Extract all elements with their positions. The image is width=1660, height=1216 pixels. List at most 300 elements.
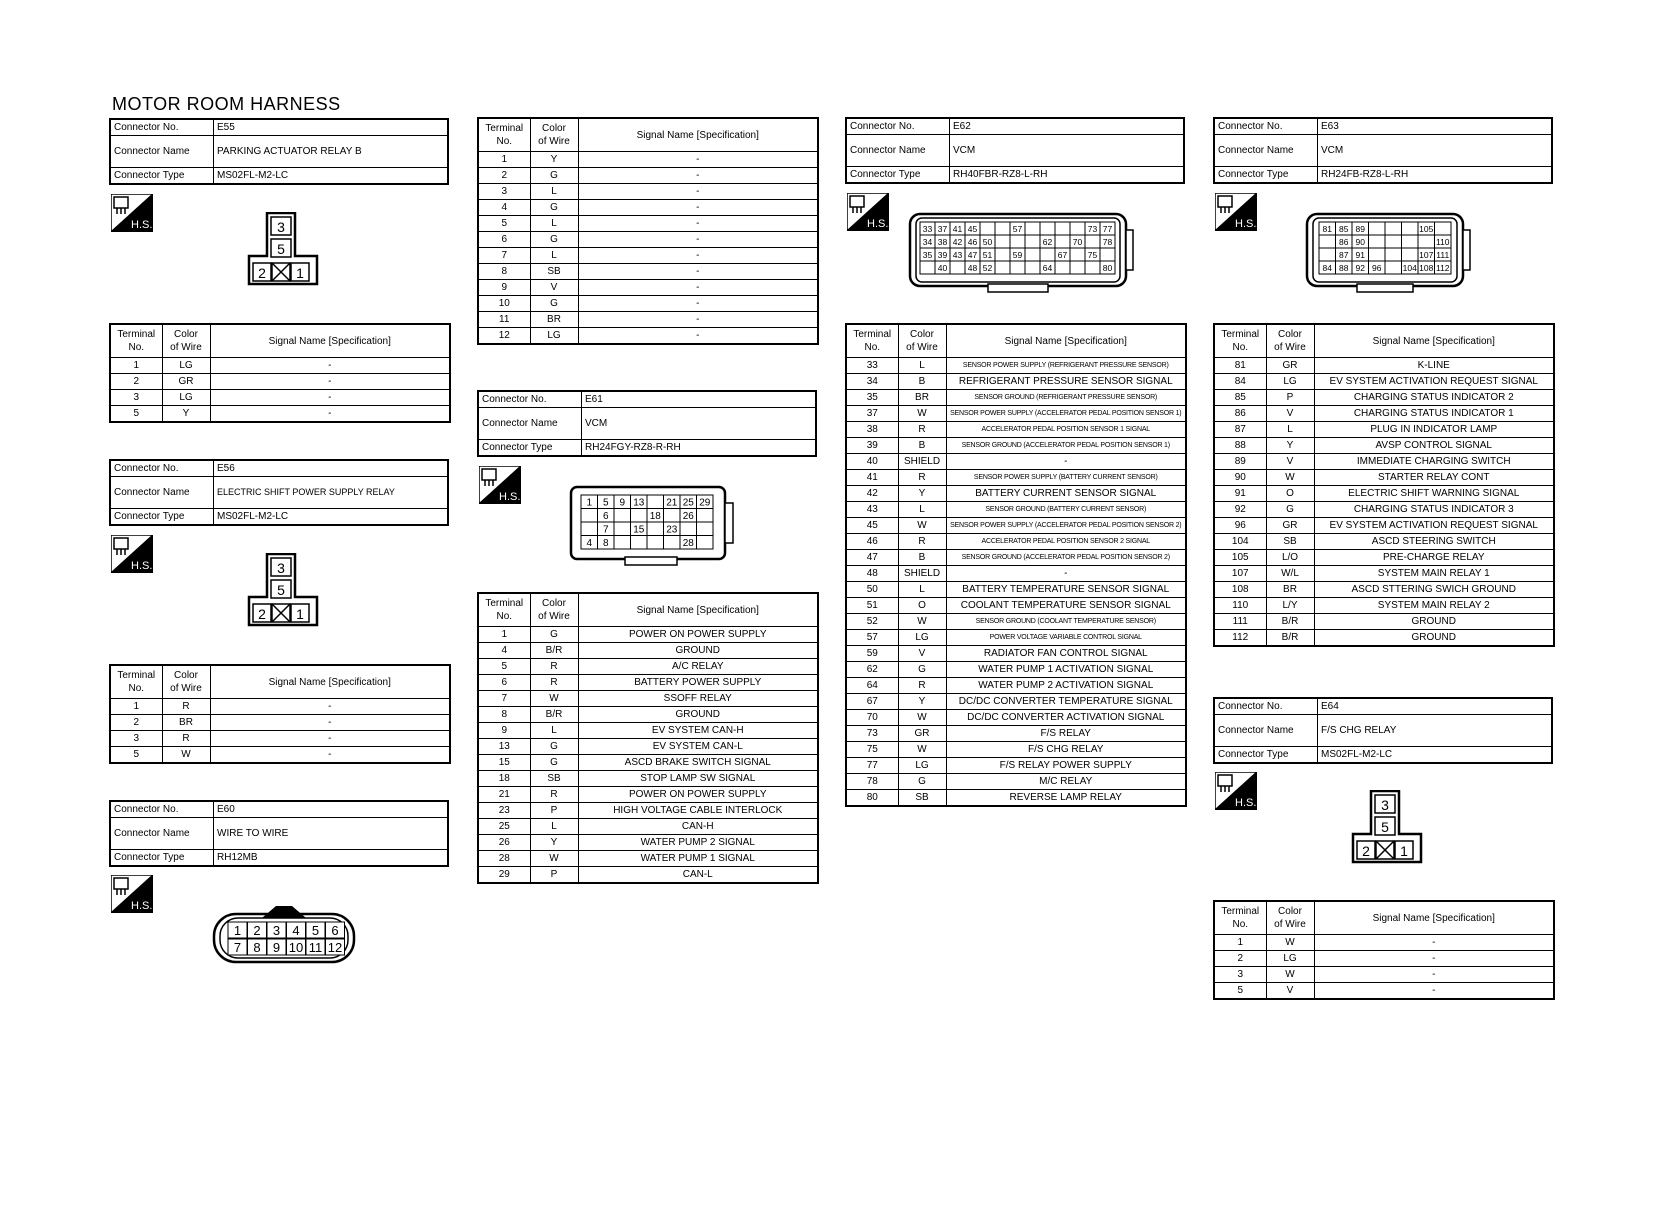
- wire-color: LG: [1266, 951, 1314, 967]
- signal-name: COOLANT TEMPERATURE SENSOR SIGNAL: [946, 598, 1186, 614]
- terminal-no: 28: [478, 851, 530, 867]
- header-color-line2: of Wire: [538, 611, 570, 622]
- signal-name: ACCELERATOR PEDAL POSITION SENSOR 1 SIGNAL: [946, 422, 1186, 438]
- table-row: [478, 248, 818, 264]
- pin-label: 25: [682, 497, 694, 509]
- pin-cell: [1085, 261, 1100, 274]
- connector-type-value: RH40FBR-RZ8-L-RH: [950, 166, 1185, 183]
- pin-cell: [995, 222, 1010, 235]
- label-connector-type: Connector Type: [846, 166, 950, 183]
- connector-type-value: MS02FL-M2-LC: [214, 508, 449, 525]
- signal-name: GROUND: [578, 643, 818, 659]
- signal-name: -: [578, 216, 818, 232]
- signal-name: -: [1314, 951, 1554, 967]
- terminal-no: 105: [1214, 550, 1266, 566]
- wire-color: P: [530, 803, 578, 819]
- wire-color: BR: [530, 312, 578, 328]
- signal-name: BATTERY CURRENT SENSOR SIGNAL: [946, 486, 1186, 502]
- connector-no-value: E56: [214, 460, 449, 476]
- table-row: [478, 851, 818, 867]
- connector-info-e61: [477, 390, 817, 457]
- terminal-no: 15: [478, 755, 530, 771]
- header-signal-name: Signal Name [Specification]: [578, 593, 818, 627]
- terminal-no: 46: [846, 534, 898, 550]
- table-row: [478, 264, 818, 280]
- terminal-no: 41: [846, 470, 898, 486]
- label-connector-name: Connector Name: [110, 476, 214, 508]
- signal-name: EV SYSTEM ACTIVATION REQUEST SIGNAL: [1314, 374, 1554, 390]
- connector-name-value: WIRE TO WIRE: [214, 817, 449, 849]
- label-connector-type: Connector Type: [110, 849, 214, 866]
- label-connector-type: Connector Type: [110, 167, 214, 184]
- header-signal-name: Signal Name [Specification]: [578, 118, 818, 152]
- connector-type-value: RH24FGY-RZ8-R-RH: [582, 439, 817, 456]
- wire-color: G: [530, 200, 578, 216]
- signal-name: PLUG IN INDICATOR LAMP: [1314, 422, 1554, 438]
- header-color-line2: of Wire: [538, 136, 570, 147]
- pin-label: 51: [982, 250, 993, 260]
- connector-name-value: F/S CHG RELAY: [1318, 714, 1553, 746]
- wire-color: R: [898, 470, 946, 486]
- signal-name: -: [578, 152, 818, 168]
- wire-color: R: [530, 659, 578, 675]
- table-row: [846, 406, 1186, 422]
- wire-color: SB: [898, 790, 946, 807]
- pin-label: 107: [1419, 250, 1434, 260]
- connector-info-e63: [1213, 117, 1553, 184]
- terminal-no: 5: [110, 406, 162, 423]
- pin-cell: [1402, 235, 1419, 248]
- connector-name-value: VCM: [582, 407, 817, 439]
- wire-color: Y: [898, 486, 946, 502]
- label-connector-no: Connector No.: [110, 119, 214, 135]
- page-title: MOTOR ROOM HARNESS: [112, 94, 341, 114]
- label-connector-no: Connector No.: [846, 118, 950, 134]
- header-terminal-line2: No.: [1232, 342, 1249, 353]
- terminal-no: 3: [110, 731, 162, 747]
- connector-no-value: E64: [1318, 698, 1553, 714]
- signal-name: EV SYSTEM CAN-L: [578, 739, 818, 755]
- pin-label: 15: [633, 524, 645, 536]
- signal-name: POWER ON POWER SUPPLY: [578, 627, 818, 643]
- terminal-table-e56: [109, 664, 451, 764]
- wire-color: W: [1266, 967, 1314, 983]
- terminal-no: 1: [110, 358, 162, 374]
- signal-name: AVSP CONTROL SIGNAL: [1314, 438, 1554, 454]
- pin-cell: [680, 522, 697, 536]
- wire-color: O: [1266, 486, 1314, 502]
- connector-no-value: E61: [582, 391, 817, 407]
- table-row: [846, 550, 1186, 566]
- terminal-no: 78: [846, 774, 898, 790]
- header-color-of-wire: [530, 118, 578, 152]
- terminal-no: 4: [478, 200, 530, 216]
- pin-label: 75: [1087, 250, 1098, 260]
- wire-color: V: [1266, 983, 1314, 1000]
- label-connector-name: Connector Name: [478, 407, 582, 439]
- header-terminal-line2: No.: [128, 683, 145, 694]
- pin-label: 7: [233, 940, 242, 955]
- terminal-no: 12: [478, 328, 530, 345]
- terminal-no: 9: [478, 723, 530, 739]
- wire-color: SB: [530, 264, 578, 280]
- header-signal-name: Signal Name [Specification]: [1314, 324, 1554, 358]
- wire-color: LG: [1266, 374, 1314, 390]
- table-row: [478, 867, 818, 884]
- wire-color: L: [898, 502, 946, 518]
- signal-name: -: [210, 747, 450, 764]
- label-connector-type: Connector Type: [110, 508, 214, 525]
- connector-info-e60: [109, 800, 449, 867]
- connector-type-value: MS02FL-M2-LC: [214, 167, 449, 184]
- pin-label: 8: [253, 940, 261, 955]
- connector-no-value: E60: [214, 801, 449, 817]
- signal-name: SENSOR POWER SUPPLY (ACCELERATOR PEDAL POSITION SENSOR 1): [946, 406, 1186, 422]
- terminal-no: 62: [846, 662, 898, 678]
- table-row: [1214, 630, 1554, 647]
- terminal-no: 90: [1214, 470, 1266, 486]
- pin-label: 52: [982, 263, 993, 273]
- table-row: [846, 502, 1186, 518]
- terminal-no: 5: [110, 747, 162, 764]
- wire-color: Y: [530, 152, 578, 168]
- terminal-no: 96: [1214, 518, 1266, 534]
- pin-cell: [614, 522, 631, 536]
- pin-cell: [1319, 235, 1336, 248]
- terminal-no: 18: [478, 771, 530, 787]
- wire-color: W: [1266, 935, 1314, 951]
- pin-label: 1: [296, 606, 304, 622]
- wire-color: W: [530, 851, 578, 867]
- hs-label: H.S.: [131, 560, 153, 572]
- signal-name: SYSTEM MAIN RELAY 2: [1314, 598, 1554, 614]
- pin-label: 5: [311, 923, 320, 938]
- wire-color: V: [1266, 454, 1314, 470]
- signal-name: REVERSE LAMP RELAY: [946, 790, 1186, 807]
- signal-name: CHARGING STATUS INDICATOR 3: [1314, 502, 1554, 518]
- wire-color: O: [898, 598, 946, 614]
- terminal-no: 6: [478, 675, 530, 691]
- terminal-no: 64: [846, 678, 898, 694]
- wire-color: R: [162, 699, 210, 715]
- pin-label: 90: [1355, 237, 1365, 247]
- pin-label: 45: [967, 224, 978, 234]
- pin-label: 41: [952, 224, 963, 234]
- table-row: [110, 390, 450, 406]
- label-connector-type: Connector Type: [1214, 166, 1318, 183]
- pin-label: 28: [682, 538, 694, 549]
- signal-name: EV SYSTEM CAN-H: [578, 723, 818, 739]
- pin-label: 23: [666, 524, 678, 536]
- pin-label: 67: [1057, 250, 1068, 260]
- pin-cell: [614, 509, 631, 523]
- label-connector-no: Connector No.: [110, 460, 214, 476]
- pin-label: 9: [272, 940, 281, 955]
- signal-name: -: [210, 374, 450, 390]
- wire-color: V: [898, 646, 946, 662]
- wire-color: SHIELD: [898, 566, 946, 582]
- terminal-no: 13: [478, 739, 530, 755]
- signal-name: PRE-CHARGE RELAY: [1314, 550, 1554, 566]
- signal-name: REFRIGERANT PRESSURE SENSOR SIGNAL: [946, 374, 1186, 390]
- hs-label: H.S.: [867, 218, 889, 230]
- table-row: [110, 358, 450, 374]
- terminal-no: 42: [846, 486, 898, 502]
- pin-cell: [1040, 248, 1055, 261]
- table-row: [1214, 502, 1554, 518]
- wire-color: B: [898, 550, 946, 566]
- signal-name: -: [578, 184, 818, 200]
- table-row: [478, 184, 818, 200]
- wire-color: LG: [162, 358, 210, 374]
- terminal-no: 52: [846, 614, 898, 630]
- connector-face-e60: [212, 900, 357, 966]
- header-color-line2: of Wire: [1274, 342, 1306, 353]
- wire-color: G: [530, 755, 578, 771]
- terminal-no: 112: [1214, 630, 1266, 647]
- pin-cell: [1385, 248, 1402, 261]
- pin-cell: [1402, 248, 1419, 261]
- header-terminal-line1: Terminal: [117, 670, 156, 681]
- table-row: [846, 710, 1186, 726]
- pin-cell: [995, 235, 1010, 248]
- table-row: [478, 787, 818, 803]
- pin-cell: [1385, 235, 1402, 248]
- wire-color: W: [898, 710, 946, 726]
- table-row: [478, 723, 818, 739]
- terminal-no: 1: [478, 152, 530, 168]
- signal-name: STARTER RELAY CONT: [1314, 470, 1554, 486]
- wire-color: LG: [898, 758, 946, 774]
- label-connector-name: Connector Name: [1214, 714, 1318, 746]
- hs-label: H.S.: [1235, 797, 1257, 809]
- signal-name: SENSOR POWER SUPPLY (ACCELERATOR PEDAL POSITION SENSOR 2): [946, 518, 1186, 534]
- pin-label: 8: [602, 538, 609, 549]
- header-color-line1: Color: [910, 329, 934, 340]
- table-row: [1214, 983, 1554, 1000]
- terminal-no: 11: [478, 312, 530, 328]
- pin-label: 4: [586, 538, 593, 549]
- pin-label: 6: [602, 511, 609, 522]
- pin-label: 13: [633, 497, 645, 509]
- pin-label: 26: [682, 511, 694, 522]
- pin-cell: [1010, 235, 1025, 248]
- label-connector-name: Connector Name: [110, 135, 214, 167]
- pin-cell: [950, 261, 965, 274]
- header-terminal-line1: Terminal: [117, 329, 156, 340]
- wire-color: B: [898, 374, 946, 390]
- terminal-no: 84: [1214, 374, 1266, 390]
- connector-face-e64: [1350, 790, 1426, 864]
- pin-cell: [1085, 235, 1100, 248]
- label-connector-name: Connector Name: [1214, 134, 1318, 166]
- table-row: [1214, 438, 1554, 454]
- pin-cell: [1025, 235, 1040, 248]
- table-row: [846, 678, 1186, 694]
- hs-label: H.S.: [1235, 218, 1257, 230]
- pin-label: 73: [1087, 224, 1098, 234]
- table-row: [846, 422, 1186, 438]
- table-row: [478, 232, 818, 248]
- wire-color: BR: [1266, 582, 1314, 598]
- signal-name: F/S RELAY POWER SUPPLY: [946, 758, 1186, 774]
- wire-color: Y: [162, 406, 210, 423]
- table-row: [846, 742, 1186, 758]
- wire-color: LG: [530, 328, 578, 345]
- terminal-no: 111: [1214, 614, 1266, 630]
- wire-color: L: [898, 582, 946, 598]
- terminal-no: 37: [846, 406, 898, 422]
- pin-cell: [920, 261, 935, 274]
- wire-color: W: [898, 742, 946, 758]
- pin-label: 108: [1419, 263, 1434, 273]
- pin-cell: [697, 522, 714, 536]
- pin-cell: [1418, 235, 1435, 248]
- wire-color: GR: [1266, 358, 1314, 374]
- pin-label: 78: [1102, 237, 1113, 247]
- header-color-of-wire: [898, 324, 946, 358]
- header-terminal-no: [110, 665, 162, 699]
- signal-name: BATTERY TEMPERATURE SENSOR SIGNAL: [946, 582, 1186, 598]
- table-row: [846, 774, 1186, 790]
- header-color-of-wire: [162, 324, 210, 358]
- signal-name: -: [946, 566, 1186, 582]
- terminal-table-e61: [477, 592, 819, 884]
- terminal-table-e60: [477, 117, 819, 345]
- signal-name: ASCD STTERING SWICH GROUND: [1314, 582, 1554, 598]
- pin-cell: [647, 536, 664, 550]
- wire-color: G: [898, 774, 946, 790]
- terminal-no: 1: [110, 699, 162, 715]
- pin-label: 112: [1435, 263, 1450, 273]
- pin-cell: [995, 261, 1010, 274]
- signal-name: SENSOR POWER SUPPLY (BATTERY CURRENT SENSOR): [946, 470, 1186, 486]
- terminal-no: 4: [478, 643, 530, 659]
- header-terminal-no: [110, 324, 162, 358]
- signal-name: WATER PUMP 2 SIGNAL: [578, 835, 818, 851]
- pin-label: 10: [288, 940, 304, 955]
- terminal-no: 51: [846, 598, 898, 614]
- table-row: [846, 758, 1186, 774]
- header-terminal-line1: Terminal: [1221, 329, 1260, 340]
- signal-name: -: [946, 454, 1186, 470]
- table-row: [1214, 454, 1554, 470]
- signal-name: -: [578, 328, 818, 345]
- wire-color: W/L: [1266, 566, 1314, 582]
- pin-label: 33: [922, 224, 933, 234]
- pin-cell: [647, 495, 664, 509]
- terminal-table-e63: [1213, 323, 1555, 647]
- signal-name: WATER PUMP 1 SIGNAL: [578, 851, 818, 867]
- pin-cell: [1055, 261, 1070, 274]
- pin-label: 46: [967, 237, 978, 247]
- table-row: [478, 803, 818, 819]
- signal-name: -: [578, 296, 818, 312]
- connector-face-e55: [246, 212, 322, 286]
- terminal-no: 33: [846, 358, 898, 374]
- signal-name: SSOFF RELAY: [578, 691, 818, 707]
- connector-info-e55: [109, 118, 449, 185]
- signal-name: ASCD BRAKE SWITCH SIGNAL: [578, 755, 818, 771]
- table-row: [110, 747, 450, 764]
- terminal-no: 107: [1214, 566, 1266, 582]
- label-connector-no: Connector No.: [478, 391, 582, 407]
- signal-name: -: [1314, 935, 1554, 951]
- signal-name: -: [578, 200, 818, 216]
- table-row: [846, 598, 1186, 614]
- wire-color: SHIELD: [898, 454, 946, 470]
- pin-label: 5: [277, 582, 285, 598]
- pin-cell: [1369, 235, 1386, 248]
- pin-label: 70: [1072, 237, 1083, 247]
- wire-color: GR: [898, 726, 946, 742]
- table-row: [478, 691, 818, 707]
- pin-label: 3: [277, 560, 285, 576]
- header-signal-name: Signal Name [Specification]: [210, 324, 450, 358]
- table-row: [478, 312, 818, 328]
- table-row: [846, 582, 1186, 598]
- table-row: [478, 643, 818, 659]
- signal-name: WATER PUMP 2 ACTIVATION SIGNAL: [946, 678, 1186, 694]
- header-color-line1: Color: [542, 598, 566, 609]
- signal-name: -: [210, 390, 450, 406]
- terminal-no: 29: [478, 867, 530, 884]
- pin-label: 81: [1322, 224, 1332, 234]
- signal-name: SENSOR GROUND (ACCELERATOR PEDAL POSITION SENSOR 2): [946, 550, 1186, 566]
- signal-name: GROUND: [1314, 614, 1554, 630]
- table-row: [846, 390, 1186, 406]
- table-row: [846, 374, 1186, 390]
- header-terminal-line2: No.: [128, 342, 145, 353]
- header-terminal-no: [846, 324, 898, 358]
- signal-name: SYSTEM MAIN RELAY 1: [1314, 566, 1554, 582]
- signal-name: -: [578, 168, 818, 184]
- wire-color: L/Y: [1266, 598, 1314, 614]
- terminal-no: 6: [478, 232, 530, 248]
- header-signal-name: Signal Name [Specification]: [946, 324, 1186, 358]
- terminal-no: 25: [478, 819, 530, 835]
- pin-cell: [631, 536, 648, 550]
- table-row: [1214, 582, 1554, 598]
- table-row: [846, 662, 1186, 678]
- pin-cell: [1025, 248, 1040, 261]
- table-row: [1214, 518, 1554, 534]
- pin-label: 50: [982, 237, 993, 247]
- table-row: [478, 771, 818, 787]
- table-row: [846, 358, 1186, 374]
- pin-label: 111: [1436, 250, 1450, 260]
- wire-color: L: [530, 248, 578, 264]
- signal-name: DC/DC CONVERTER ACTIVATION SIGNAL: [946, 710, 1186, 726]
- terminal-no: 23: [478, 803, 530, 819]
- signal-name: IMMEDIATE CHARGING SWITCH: [1314, 454, 1554, 470]
- wire-color: W: [898, 406, 946, 422]
- signal-name: WATER PUMP 1 ACTIVATION SIGNAL: [946, 662, 1186, 678]
- table-row: [1214, 967, 1554, 983]
- table-row: [1214, 566, 1554, 582]
- pin-label: 80: [1102, 263, 1113, 273]
- signal-name: POWER VOLTAGE VARIABLE CONTROL SIGNAL: [946, 630, 1186, 646]
- header-color-line1: Color: [1278, 329, 1302, 340]
- signal-name: SENSOR GROUND (ACCELERATOR PEDAL POSITION SENSOR 1): [946, 438, 1186, 454]
- pin-label: 62: [1042, 237, 1053, 247]
- pin-label: 47: [967, 250, 978, 260]
- wire-color: W: [530, 691, 578, 707]
- table-row: [478, 216, 818, 232]
- wire-color: W: [898, 614, 946, 630]
- wire-color: GR: [162, 374, 210, 390]
- wire-color: SB: [1266, 534, 1314, 550]
